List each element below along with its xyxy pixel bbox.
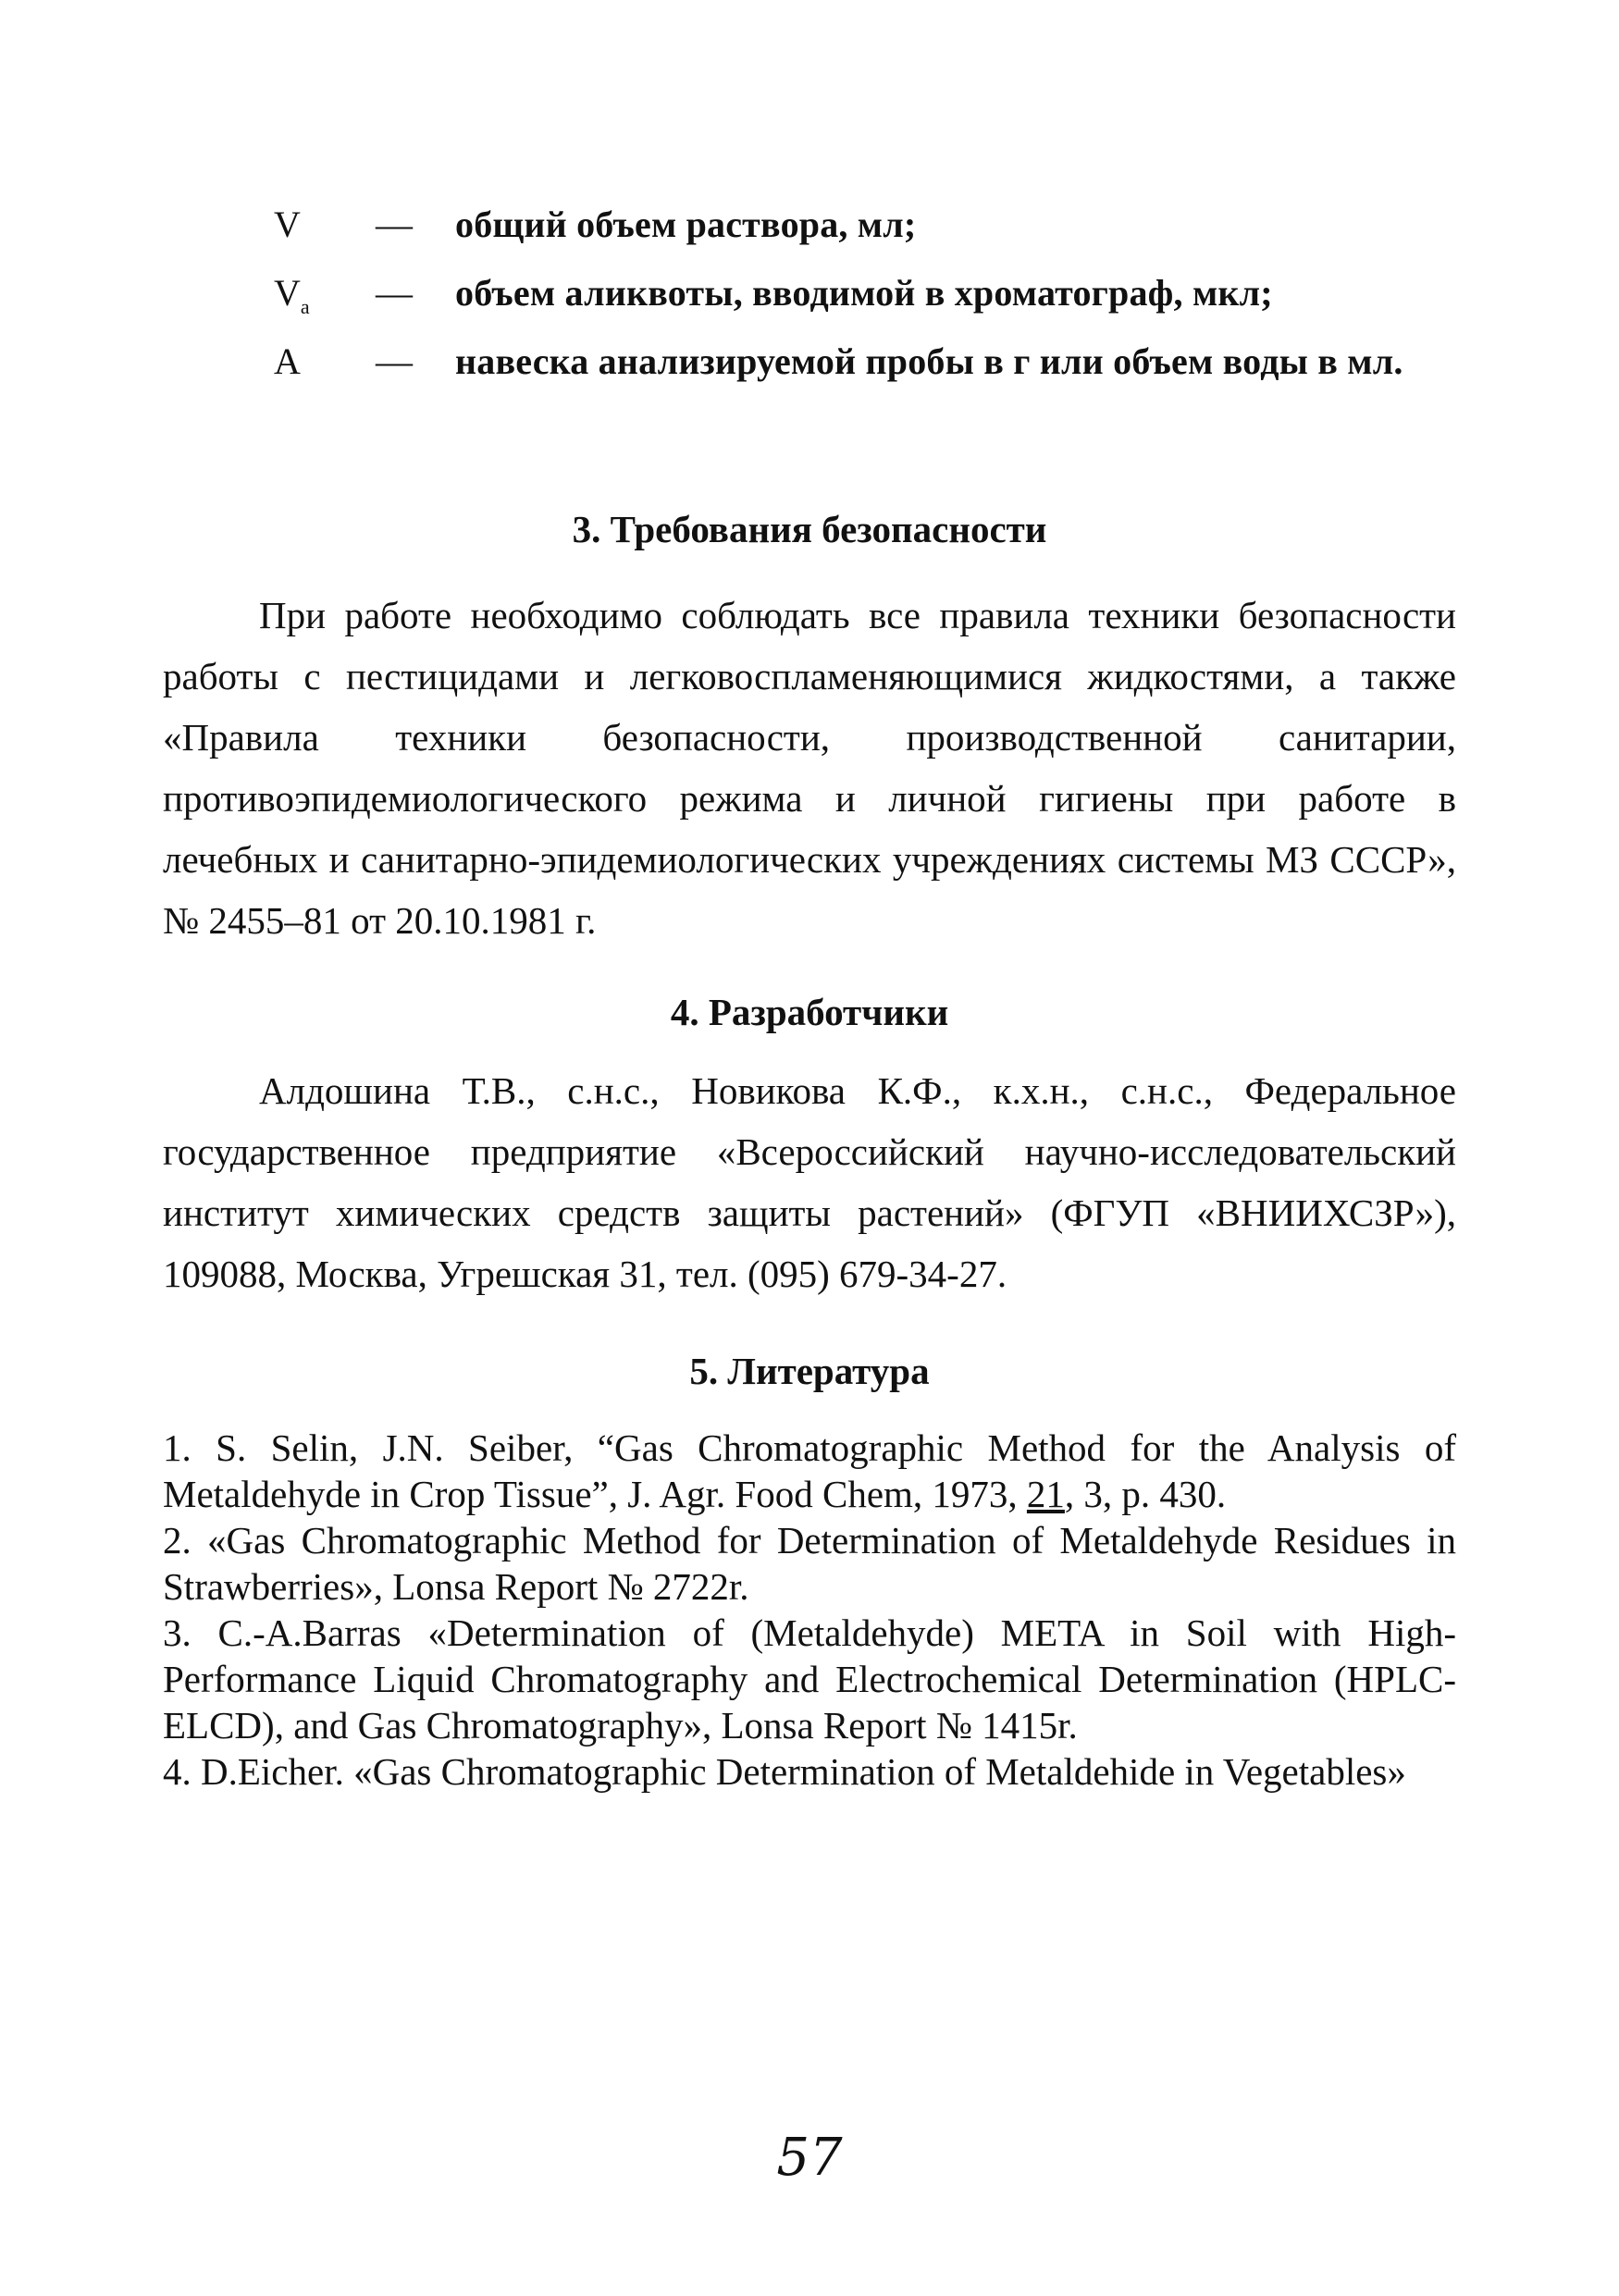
definition-text: объем аликвоты, вводимой в хроматограф, мкл; xyxy=(455,272,1273,314)
section-heading-developers: 4. Разработчики xyxy=(670,991,949,1033)
safety-paragraph xyxy=(163,585,1456,951)
definition-symbol: A xyxy=(274,340,301,382)
definition-text: общий объем раствора, мл; xyxy=(455,204,917,245)
variable-definitions xyxy=(274,202,1477,407)
definition-row xyxy=(274,339,1477,407)
section-heading-safety: 3. Требования безопасности xyxy=(572,508,1047,550)
reference-list xyxy=(163,1425,1456,1795)
section-heading-literature: 5. Литература xyxy=(689,1350,930,1392)
definition-symbol: $V_a$ xyxy=(274,272,310,318)
developers-paragraph xyxy=(163,1060,1456,1304)
definition-dash: — xyxy=(376,272,413,314)
definition-dash: — xyxy=(376,340,413,382)
definition-row xyxy=(274,270,1477,339)
reference-item: 1. S. Selin, J.N. Seiber, “Gas Chromatographic Method for the Analysis of Metaldehyde in Crop Tissue”, J. Agr. Food Chem, 1973, 21, 3, p. 430. xyxy=(163,1426,1456,1515)
reference-item: 2. «Gas Chromatographic Method for Determination of Metaldehyde Residues in Strawberries», Lonsa Report № 2722r. xyxy=(163,1519,1456,1608)
definition-row xyxy=(274,202,1477,270)
page-number: 57 xyxy=(776,2128,843,2188)
safety-text: При работе необходимо соблюдать все правила техники безопасности работы с пестицидами и легковоспламеняющимися жидкостями, а также «Правила техники безопасности, производственной санитарии, противоэпидемиологического режима и личной гигиены при работе в лечебных и санитарно-эпидемиологических учреждениях системы МЗ СССР», № 2455–81 от 20.10.1981 г. xyxy=(163,594,1456,942)
developers-text: Алдошина Т.В., с.н.с., Новикова К.Ф., к.х.н., с.н.с., Федеральное государственное предприятие «Всероссийский научно-исследовательский институт химических средств защиты растений» (ФГУП «ВНИИХСЗР»), 109088, Москва, Угрешская 31, тел. (095) 679-34-27. xyxy=(163,1069,1456,1295)
definition-text: навеска анализируемой пробы в г или объем воды в мл. xyxy=(455,340,1403,382)
reference-item: 4. D.Eicher. «Gas Chromatographic Determination of Metaldehide in Vegetables» xyxy=(163,1750,1406,1793)
definition-symbol: V xyxy=(274,204,301,245)
definition-dash: — xyxy=(376,204,413,245)
reference-item: 3. C.-A.Barras «Determination of (Metaldehyde) META in Soil with High-Performance Liquid Chromatography and Electrochemical Determination (HPLC-ELCD), and Gas Chromatography», Lonsa Report № 1415r. xyxy=(163,1611,1456,1747)
